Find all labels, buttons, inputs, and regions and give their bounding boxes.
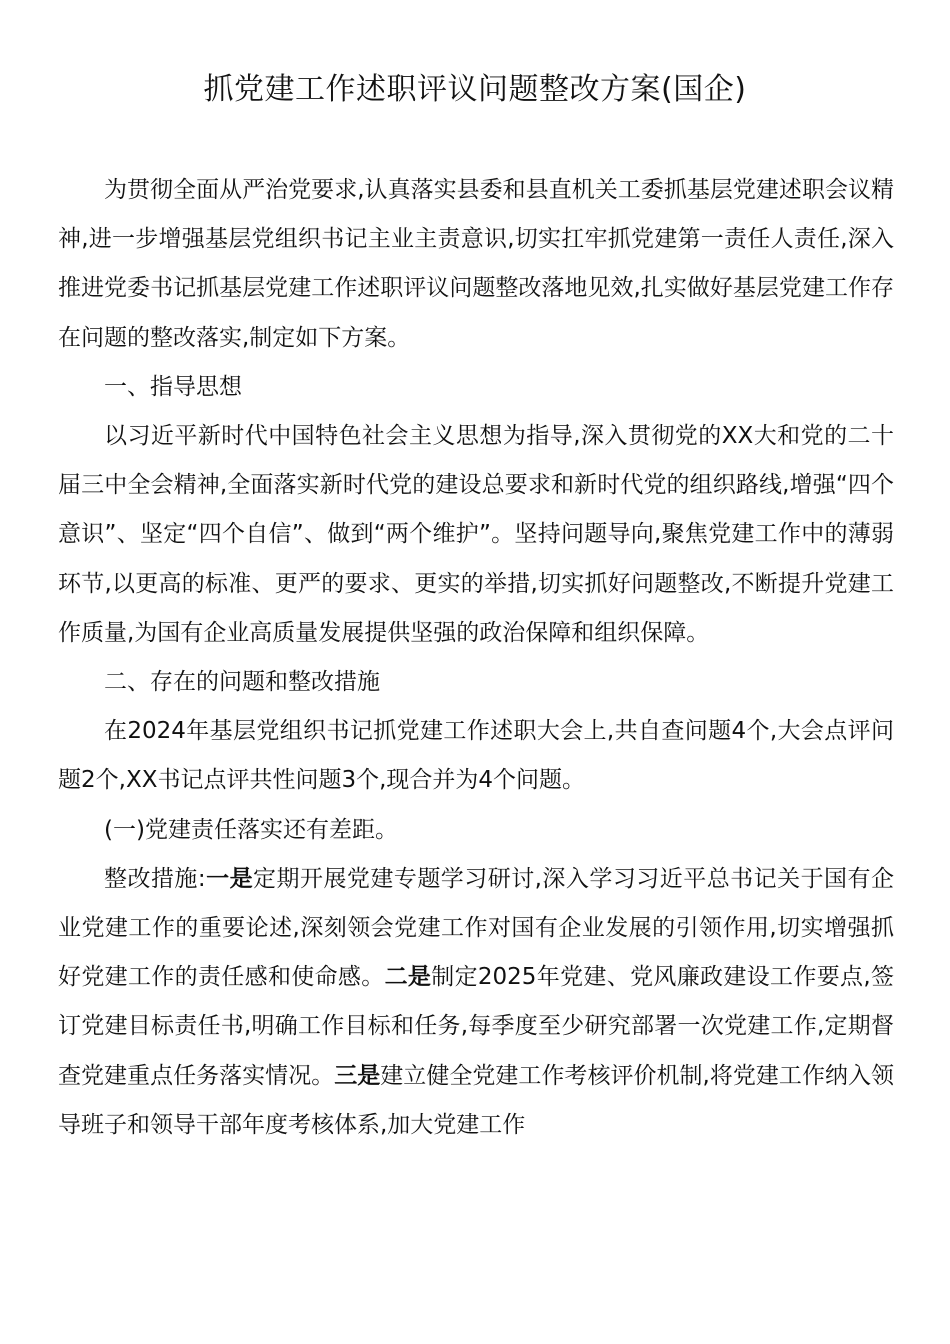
measure-marker-3: 三是 [334, 1062, 381, 1089]
paragraph-problems-summary: 在2024年基层党组织书记抓党建工作述职大会上,共自查问题4个,大会点评问题2个,XX书记点评共性问题3个,现合并为4个问题。 [58, 718, 894, 794]
document-body [58, 166, 894, 1150]
measure-marker-2: 二是 [384, 964, 432, 991]
paragraph-guiding-thought: 以习近平新时代中国特色社会主义思想为指导,深入贯彻党的XX大和党的二十届三中全会精神,全面落实新时代党的建设总要求和新时代党的组织路线,增强“四个意识”、坚定“四个自信”、做到“两个维护”。坚持问题导向,聚焦党建工作中的薄弱环节,以更高的标准、更严的要求、更实的举措,切实抓好问题整改,不断提升党建工作质量,为国有企业高质量发展提供坚强的政治保障和组织保障。 [58, 423, 894, 646]
paragraph-measures [58, 855, 894, 1150]
measures-lead: 整改措施: [104, 865, 206, 892]
measure-text-3: 建立健全党建工作考核评价机制,将党建工作纳入领导班子和领导干部年度考核体系,加大党建工作 [58, 1062, 895, 1138]
measure-text-1: 定期开展党建专题学习研讨,深入学习习近平总书记关于国有企业党建工作的重要论述,深刻领会党建工作对国有企业发展的引领作用,切实增强抓好党建工作的责任感和使命感。 [58, 865, 894, 991]
measure-text-2: 制定2025年党建、党风廉政建设工作要点,签订党建目标责任书,明确工作目标和任务,每季度至少研究部署一次党建工作,定期督查党建重点任务落实情况。 [58, 964, 894, 1089]
subheading-problem-1: (一)党建责任落实还有差距。 [104, 816, 398, 843]
paragraph-intro: 为贯彻全面从严治党要求,认真落实县委和县直机关工委抓基层党建述职会议精神,进一步增强基层党组织书记主业主责意识,切实扛牢抓党建第一责任人责任,深入推进党委书记抓基层党建工作述职评议问题整改落地见效,扎实做好基层党建工作存在问题的整改落实,制定如下方案。 [58, 177, 894, 351]
document-title: 抓党建工作述职评议问题整改方案(国企) [203, 72, 747, 107]
measure-marker-1: 一是 [205, 865, 254, 892]
section-heading-problems: 二、存在的问题和整改措施 [104, 669, 380, 696]
section-heading-guiding-thought: 一、指导思想 [104, 373, 242, 400]
